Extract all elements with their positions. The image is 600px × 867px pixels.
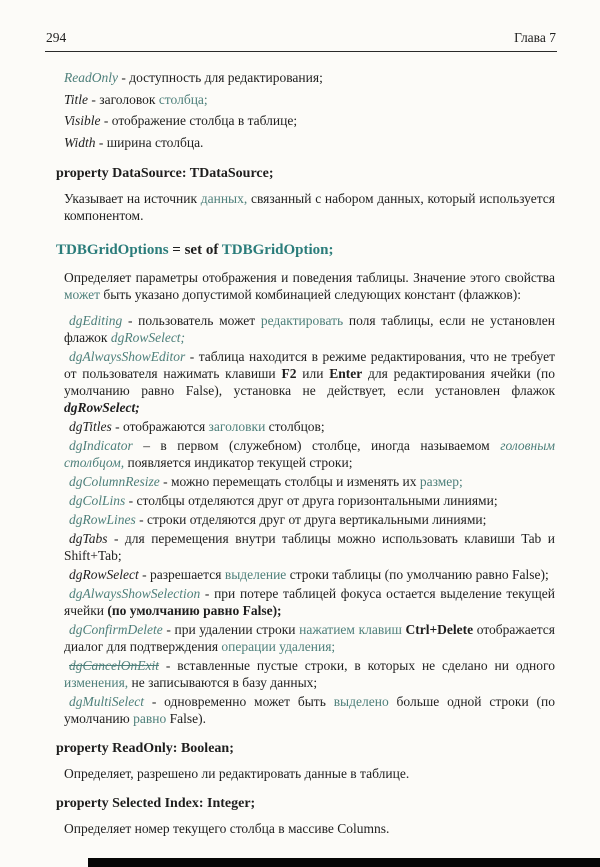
property-datasource: property DataSource: TDataSource; — [56, 165, 274, 181]
flag-item-dgrowselect: dgRowSelect - разрешается выделение строки таблицы (по умолчанию равно False); — [69, 566, 549, 582]
page-body — [56, 68, 555, 837]
flag-item-dgmultiselect: dgMultiSelect - одновременно может быть выделено больше одной строки (по умолчанию равно False). — [64, 693, 555, 726]
property-selectedindex: property Selected Index: Integer; — [56, 795, 256, 811]
flag-item-dgcancelonexit: dgCancelOnExit - вставленные пустые строки, в которых не сделано ни одного изменения, не записываются в базу данных; — [64, 657, 555, 690]
flag-item-dgcollins: dgColLins - столбцы отделяются друг от друга горизонтальными линиями; — [69, 492, 498, 508]
para-selectedindex-desc: Определяет номер текущего столбца в массиве Columns. — [64, 820, 390, 836]
heading-tdbgridoptions: TDBGridOptions = set of TDBGridOption; — [56, 241, 334, 258]
flag-item-dgconfirmdelete: dgConfirmDelete - при удалении строки нажатием клавиш Ctrl+Delete отображается диалог для подтверждения операции удаления; — [64, 621, 555, 654]
page-number: 294 — [46, 30, 67, 45]
flag-item-dgrowlines: dgRowLines - строки отделяются друг от друга вертикальными линиями; — [69, 511, 487, 527]
para-datasource-desc: Указывает на источник данных, связанный с набором данных, который используется компонентом. — [64, 190, 555, 223]
definition-line-width: Width - ширина столбца. — [64, 134, 204, 150]
flag-item-dgalwaysshowselection: dgAlwaysShowSelection - при потере таблицей фокуса остается выделение текущей ячейки (по умолчанию равно False); — [64, 585, 555, 618]
flag-item-dgtitles: dgTitles - отображаются заголовки столбцов; — [69, 418, 325, 434]
para-readonly-desc: Определяет, разрешено ли редактировать данные в таблице. — [64, 765, 410, 781]
chapter-title: Глава 7 — [514, 30, 556, 45]
definition-line-visible: Visible - отображение столбца в таблице; — [64, 113, 298, 128]
scan-artifact-bar — [88, 858, 600, 867]
flag-item-dgediting: dgEditing - пользователь может редактировать поля таблицы, если не установлен флажок dgRowSelect; — [64, 312, 555, 345]
property-readonly: property ReadOnly: Boolean; — [56, 740, 234, 756]
flag-item-dgindicator: dgIndicator – в первом (служебном) столбце, иногда называемом головным столбцом, появляется индикатор текущей строки; — [64, 437, 555, 470]
flag-item-dgalwaysshoweditor: dgAlwaysShowEditor - таблица находится в режиме редактирования, что не требует от пользователя нажимать клавиши F2 или Enter для редактирования ячейки (по умолчанию равно False), установка не действует, если установлен флажок dgRowSelect; — [64, 348, 555, 415]
page-header — [46, 30, 556, 46]
flag-item-dgcolumnresize: dgColumnResize - можно перемещать столбцы и изменять их размер; — [69, 473, 463, 489]
para-tdbgridoptions-desc: Определяет параметры отображения и поведения таблицы. Значение этого свойства может быть указано допустимой комбинацией следующих констант (флажков): — [64, 269, 555, 302]
definition-line-title: Title - заголовок столбца; — [64, 91, 208, 107]
flag-item-dgtabs: dgTabs - для перемещения внутри таблицы можно использовать клавиши Tab и Shift+Tab; — [64, 530, 555, 563]
header-rule — [45, 51, 557, 52]
definition-line-readonly: ReadOnly - доступность для редактирования; — [64, 70, 323, 85]
